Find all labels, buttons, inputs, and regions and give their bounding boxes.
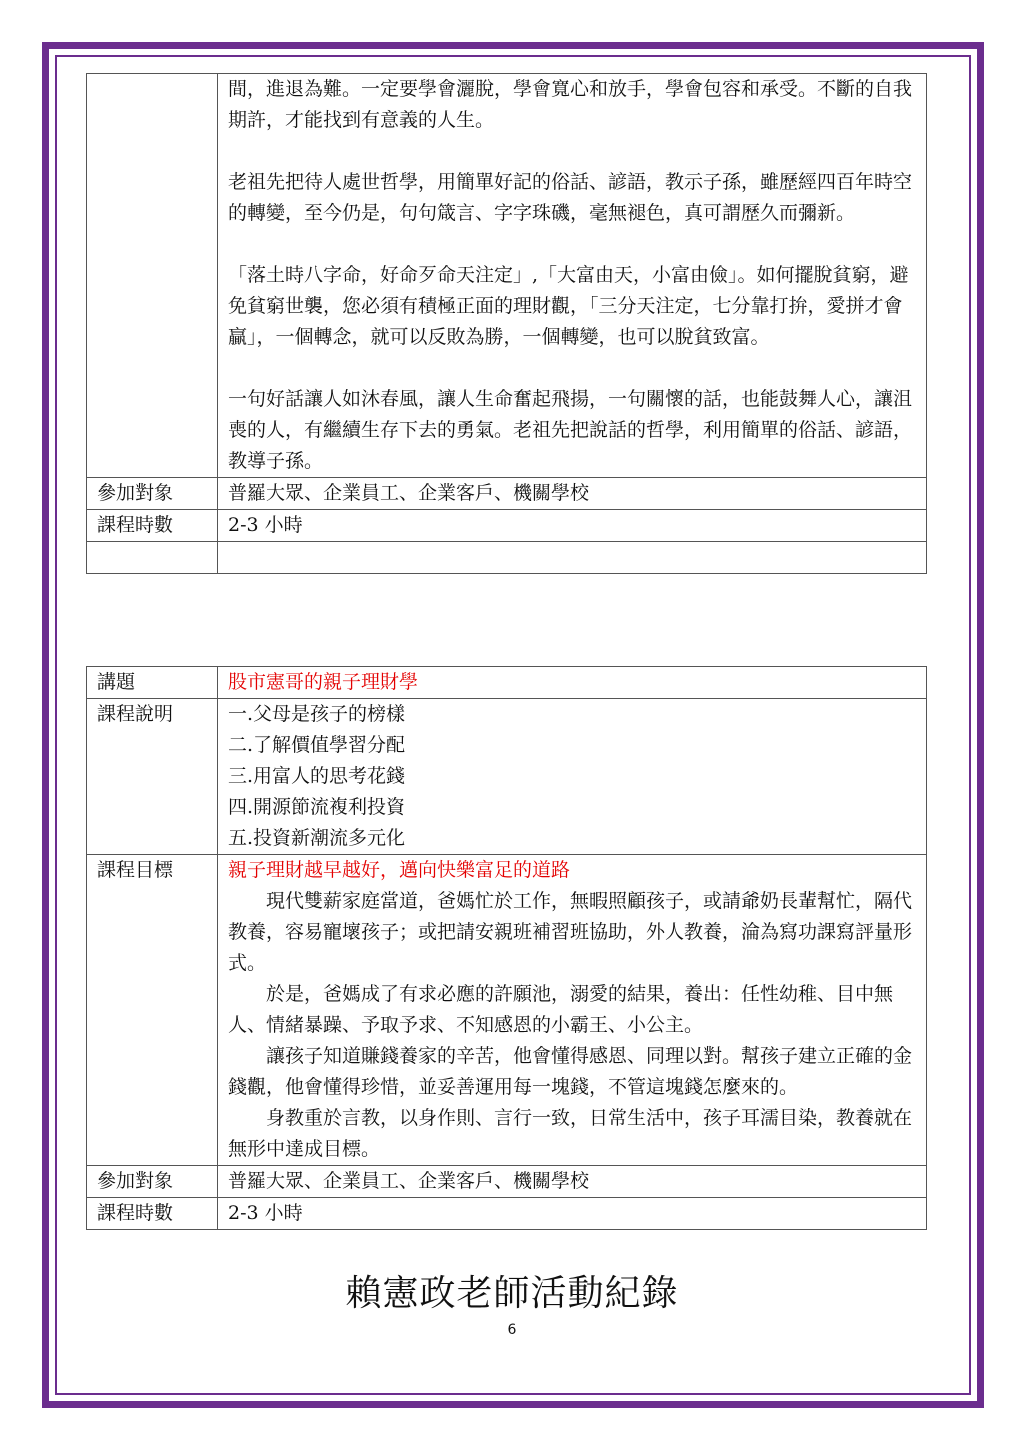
audience-value: 普羅大眾、企業員工、企業客戶、機關學校 xyxy=(218,478,927,510)
audience-label: 參加對象 xyxy=(87,1166,218,1198)
page-number: 6 xyxy=(507,1322,517,1338)
goal-paragraph: 身教重於言教，以身作則、言行一致，日常生活中，孩子耳濡目染，教養就在無形中達成目標。 xyxy=(228,1107,913,1160)
audience-value: 普羅大眾、企業員工、企業客戶、機關學校 xyxy=(218,1166,927,1198)
table-row-empty xyxy=(87,542,927,574)
table-row xyxy=(87,699,927,855)
table-row xyxy=(87,1198,927,1230)
goal-cell xyxy=(218,855,927,1166)
course-table-2 xyxy=(86,666,927,1230)
goal-paragraph: 於是，爸媽成了有求必應的許願池，溺愛的結果，養出：任性幼稚、目中無人、情緒暴躁、予取予求、不知感恩的小霸王、小公主。 xyxy=(228,983,894,1036)
intro-paragraph: 「落土時八字命，好命歹命天注定」,「大富由天，小富由儉」。如何擺脫貧窮，避免貧窮世襲，您必須有積極正面的理財觀，「三分天注定，七分靠打拚，愛拼才會贏」，一個轉念，就可以反敗為勝，一個轉變，也可以脫貧致富。 xyxy=(228,264,909,348)
desc-item: 二.了解價值學習分配 xyxy=(228,734,406,756)
table-row xyxy=(87,74,927,478)
desc-cell xyxy=(218,699,927,855)
course-table-1 xyxy=(86,73,927,574)
desc-item: 三.用富人的思考花錢 xyxy=(228,765,406,787)
table-row xyxy=(87,855,927,1166)
hours-value: 2-3 小時 xyxy=(218,1198,927,1230)
goal-paragraph: 讓孩子知道賺錢養家的辛苦，他會懂得感恩、同理以對。幫孩子建立正確的金錢觀，他會懂得珍惜，並妥善運用每一塊錢，不管這塊錢怎麼來的。 xyxy=(228,1045,913,1098)
empty-cell xyxy=(218,542,927,574)
table-row xyxy=(87,1166,927,1198)
desc-item: 四.開源節流複利投資 xyxy=(228,796,406,818)
table-row xyxy=(87,667,927,699)
desc-label: 課程說明 xyxy=(87,699,218,855)
intro-cell xyxy=(218,74,927,478)
table-row xyxy=(87,510,927,542)
hours-value: 2-3 小時 xyxy=(218,510,927,542)
audience-label: 參加對象 xyxy=(87,478,218,510)
intro-paragraph: 間，進退為難。一定要學會灑脫，學會寬心和放手，學會包容和承受。不斷的自我期許，才能找到有意義的人生。 xyxy=(228,78,913,131)
goal-label: 課程目標 xyxy=(87,855,218,1166)
goal-heading: 親子理財越早越好，邁向快樂富足的道路 xyxy=(228,859,571,881)
empty-cell xyxy=(87,542,218,574)
page-title: 賴憲政老師活動紀錄 xyxy=(345,1273,679,1314)
topic-label: 講題 xyxy=(87,667,218,699)
topic-value: 股市憲哥的親子理財學 xyxy=(218,667,927,699)
desc-item: 五.投資新潮流多元化 xyxy=(228,827,406,849)
label-cell-empty xyxy=(87,74,218,478)
hours-label: 課程時數 xyxy=(87,1198,218,1230)
goal-paragraph: 現代雙薪家庭當道，爸媽忙於工作，無暇照顧孩子，或請爺奶長輩幫忙，隔代教養，容易寵壞孩子；或把請安親班補習班協助，外人教養，淪為寫功課寫評量形式。 xyxy=(228,890,913,974)
intro-paragraph: 一句好話讓人如沐春風，讓人生命奮起飛揚，一句關懷的話，也能鼓舞人心，讓沮喪的人，有繼續生存下去的勇氣。老祖先把說話的哲學，利用簡單的俗話、諺語，教導子孫。 xyxy=(228,388,913,472)
desc-item: 一.父母是孩子的榜樣 xyxy=(228,703,406,725)
table-row xyxy=(87,478,927,510)
hours-label: 課程時數 xyxy=(87,510,218,542)
intro-paragraph: 老祖先把待人處世哲學，用簡單好記的俗話、諺語，教示子孫，雖歷經四百年時空的轉變，至今仍是，句句箴言、字字珠磯，毫無褪色，真可謂歷久而彌新。 xyxy=(228,171,913,224)
